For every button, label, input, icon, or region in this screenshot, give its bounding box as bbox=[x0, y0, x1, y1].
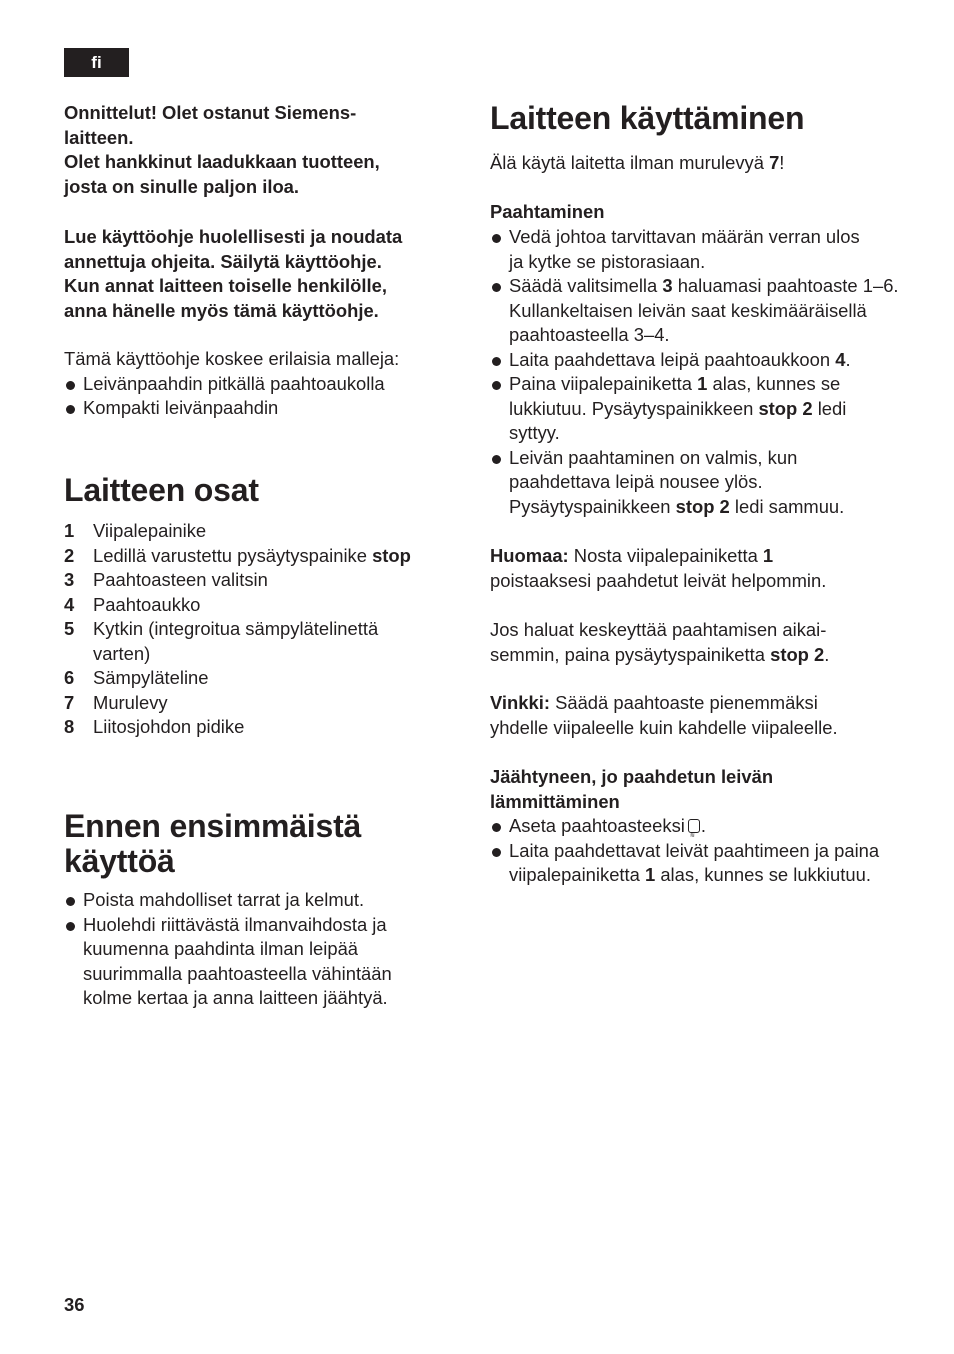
step-text: Paina viipalepainiketta bbox=[509, 373, 698, 394]
usage-heading: Laitteen käyttäminen bbox=[490, 100, 805, 136]
list-item: Leivänpaahdin pitkällä paahtoaukolla bbox=[64, 372, 464, 397]
part-item bbox=[64, 666, 464, 691]
instructions-line: Kun annat laitteen toiselle henkilölle, bbox=[64, 275, 387, 296]
step-text: . bbox=[845, 348, 851, 370]
part-label: Paahtoaukko bbox=[93, 593, 201, 615]
part-number: 2 bbox=[64, 544, 75, 566]
tip-label: Vinkki: bbox=[490, 692, 550, 713]
interrupt-text: . bbox=[824, 643, 830, 665]
part-item bbox=[64, 593, 464, 618]
part-label: Sämpyläteline bbox=[93, 667, 209, 688]
part-label: Murulevy bbox=[93, 691, 168, 713]
list-item: Huolehdi riittävästä ilmanvaihdosta ja kuumenna paahdinta ilman leipää suurimmalla paahtoasteella vähintään kolme kertaa ja anna laitteen jäähtyä. bbox=[64, 913, 434, 1011]
parts-list bbox=[64, 519, 464, 740]
interrupt-ref: stop 2 bbox=[770, 643, 825, 665]
note-text: Nosta viipalepainiketta bbox=[568, 545, 763, 566]
list-item: Kompakti leivänpaahdin bbox=[64, 396, 464, 421]
instructions-line: anna hänelle myös tämä käyttöohje. bbox=[64, 299, 379, 321]
first-use-list bbox=[64, 888, 464, 1011]
part-item bbox=[64, 617, 464, 666]
intro-line: josta on sinulle paljon iloa. bbox=[64, 175, 300, 197]
warning-ref: 7 bbox=[769, 152, 780, 173]
step-text: alas, kunnes se lukkiutuu. Pysäytyspainikkeen bbox=[509, 373, 841, 419]
list-item bbox=[490, 348, 910, 373]
step-ref: 4 bbox=[835, 348, 846, 370]
instructions-line: annettuja ohjeita. Säilytä käyttöohje. bbox=[64, 250, 382, 272]
tip-text: Säädä paahtoaste pienemmäksi yhdelle viipaleelle kuin kahdelle viipaleelle. bbox=[490, 692, 838, 738]
interrupt-text: Jos haluat keskeyttää paahtamisen aikai-semmin, paina pysäytyspainiketta bbox=[490, 619, 827, 665]
toasting-heading: Paahtaminen bbox=[490, 201, 605, 222]
part-item bbox=[64, 519, 464, 544]
tip-paragraph bbox=[490, 691, 910, 740]
part-number: 5 bbox=[64, 618, 75, 639]
note-label: Huomaa: bbox=[490, 545, 569, 566]
part-number: 6 bbox=[64, 667, 75, 688]
part-item bbox=[64, 715, 464, 740]
part-number: 3 bbox=[64, 569, 75, 590]
part-label: Kytkin (integroitua sämpylätelinettä varten) bbox=[93, 618, 379, 664]
list-item: Vedä johtoa tarvittavan määrän verran ulos ja kytke se pistorasiaan. bbox=[490, 225, 910, 274]
part-item bbox=[64, 544, 464, 569]
part-item bbox=[64, 691, 464, 716]
step-text: haluamasi paahtoaste 1–6. Kullankeltaisen leivän saat keskimääräisellä paahtoasteella 3–4. bbox=[509, 275, 899, 345]
language-tag: fi bbox=[64, 48, 129, 77]
intro-line: laitteen. bbox=[64, 126, 134, 148]
intro-line: Onnittelut! Olet ostanut Siemens- bbox=[64, 102, 357, 123]
interrupt-paragraph bbox=[490, 618, 910, 667]
part-label: Ledillä varustettu pysäytyspainike bbox=[93, 544, 373, 566]
step-text: ledi syttyy. bbox=[509, 397, 847, 443]
crumb-tray-warning bbox=[490, 151, 910, 176]
step-ref: stop 2 bbox=[758, 397, 813, 419]
list-item bbox=[490, 814, 880, 839]
models-intro: Tämä käyttöohje koskee erilaisia malleja: bbox=[64, 348, 400, 369]
first-use-heading: Ennen ensimmäistä käyttöä bbox=[64, 808, 362, 879]
list-item bbox=[490, 274, 910, 348]
step-text: Leivän paahtaminen on valmis, kun paahdettava leipä nousee ylös. Pysäytyspainikkeen bbox=[509, 446, 798, 517]
step-text: Säädä valitsimella bbox=[509, 275, 663, 296]
step-text: Laita paahdettava leipä paahtoaukkoon bbox=[509, 348, 836, 370]
note-paragraph bbox=[490, 544, 910, 593]
part-item bbox=[64, 568, 464, 593]
list-item bbox=[490, 446, 910, 520]
toasting-steps bbox=[490, 225, 910, 519]
list-item bbox=[490, 839, 880, 888]
instructions-line: Lue käyttöohje huolellisesti ja noudata bbox=[64, 226, 403, 247]
reheat-heading: Jäähtyneen, jo paahdetun leivän lämmittäminen bbox=[490, 766, 774, 812]
step-ref: 1 bbox=[644, 864, 656, 885]
warning-text: Älä käytä laitetta ilman murulevyä bbox=[490, 152, 770, 173]
step-text: ledi sammuu. bbox=[729, 495, 845, 517]
instructions-paragraph bbox=[64, 225, 464, 323]
part-label: Viipalepainike bbox=[93, 520, 207, 541]
step-ref: stop 2 bbox=[675, 495, 730, 517]
step-text: Aseta paahtoasteeksi bbox=[509, 815, 685, 836]
intro-paragraph bbox=[64, 101, 464, 199]
step-text: Laita paahdettavat leivät paahtimeen ja paina viipalepainiketta bbox=[509, 839, 880, 885]
part-number: 1 bbox=[64, 520, 75, 541]
note-text: poistaaksesi paahdetut leivät helpommin. bbox=[490, 569, 827, 591]
reheat-steps bbox=[490, 814, 910, 888]
list-item: Poista mahdolliset tarrat ja kelmut. bbox=[64, 888, 434, 913]
page-number: 36 bbox=[64, 1294, 85, 1315]
intro-line: Olet hankkinut laadukkaan tuotteen, bbox=[64, 151, 380, 172]
part-number: 7 bbox=[64, 691, 75, 713]
models-list bbox=[64, 372, 464, 421]
part-number: 4 bbox=[64, 593, 75, 615]
part-label: Paahtoasteen valitsin bbox=[93, 569, 268, 590]
models-section bbox=[64, 347, 464, 421]
note-ref: 1 bbox=[762, 545, 774, 566]
part-label: Liitosjohdon pidike bbox=[93, 716, 245, 737]
part-number: 8 bbox=[64, 716, 75, 737]
step-text: alas, kunnes se lukkiutuu. bbox=[655, 864, 871, 885]
warning-end: ! bbox=[779, 152, 785, 173]
warming-setting-icon: ≋ bbox=[688, 819, 701, 833]
part-label-bold: stop bbox=[372, 544, 411, 566]
step-ref: 3 bbox=[662, 275, 673, 296]
step-ref: 1 bbox=[697, 373, 708, 394]
step-text: . bbox=[700, 815, 706, 836]
parts-heading: Laitteen osat bbox=[64, 472, 259, 508]
list-item bbox=[490, 372, 910, 446]
